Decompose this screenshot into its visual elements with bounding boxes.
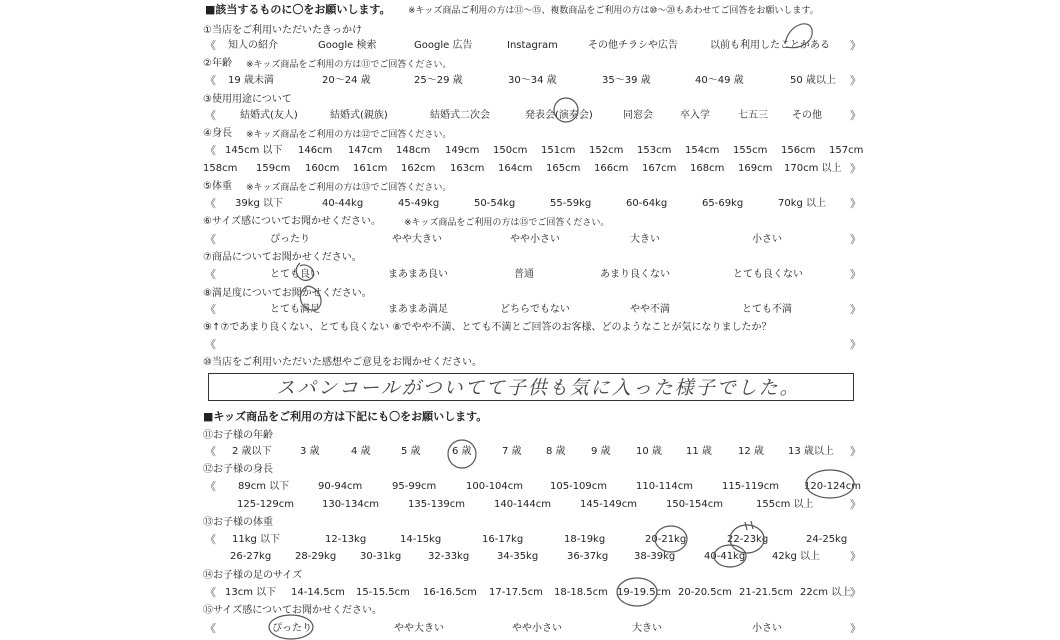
q1-option[interactable]: Google 検索 [318, 40, 377, 51]
q3-label: ③使用用途について [203, 94, 292, 105]
q2-option[interactable]: 30～34 歳 [508, 75, 557, 86]
q11-option[interactable]: 6 歳 [452, 446, 472, 457]
q5-option[interactable]: 65-69kg [702, 198, 744, 209]
q15-label: ⑮サイズ感についてお聞かせください。 [203, 605, 382, 616]
q5-option[interactable]: 40-44kg [322, 198, 364, 209]
q4-option[interactable]: 168cm [690, 163, 725, 174]
q4-option[interactable]: 154cm [685, 145, 720, 156]
q4-open-bracket: 《 [205, 144, 216, 157]
q15-open-bracket: 《 [205, 622, 216, 635]
q4-option[interactable]: 152cm [589, 145, 624, 156]
q4-option[interactable]: 153cm [637, 145, 672, 156]
q15-close-bracket: 》 [850, 622, 861, 635]
q4-option[interactable]: 163cm [450, 163, 485, 174]
q4-option[interactable]: 150cm [493, 145, 528, 156]
q12-option[interactable]: 155cm 以上 [756, 499, 814, 510]
q1-label: ①当店をご利用いただいたきっかけ [203, 25, 362, 36]
q12-option[interactable]: 115-119cm [722, 481, 780, 492]
q14-option[interactable]: 20-20.5cm [678, 587, 732, 598]
q6-option[interactable]: ぴったり [270, 234, 310, 245]
q2-option[interactable]: 50 歳以上 [790, 75, 836, 86]
q5-option[interactable]: 50-54kg [474, 198, 516, 209]
q6-note: ※キッズ商品をご利用の方は⑮でご回答ください。 [404, 218, 610, 228]
q12-option[interactable]: 120-124cm [804, 481, 862, 492]
q7-close-bracket: 》 [850, 268, 861, 281]
q1-option[interactable]: その他チラシや広告 [588, 40, 678, 51]
q14-option[interactable]: 21-21.5cm [739, 587, 793, 598]
q9-close-bracket: 》 [850, 338, 861, 351]
q14-option[interactable]: 22cm 以上 [800, 587, 852, 598]
q13-option[interactable]: 30-31kg [360, 551, 402, 562]
q11-option[interactable]: 12 歳 [738, 446, 764, 457]
q12-option[interactable]: 150-154cm [666, 499, 724, 510]
q4-option[interactable]: 149cm [445, 145, 480, 156]
q14-open-bracket: 《 [205, 586, 216, 599]
q12-option[interactable]: 105-109cm [550, 481, 608, 492]
q3-option[interactable]: 結婚式(友人) [240, 110, 298, 121]
q13-tally-marks [745, 521, 753, 530]
q4-option[interactable]: 162cm [401, 163, 436, 174]
q5-open-bracket: 《 [205, 197, 216, 210]
q2-option[interactable]: 19 歳未満 [228, 75, 274, 86]
q13-open-bracket: 《 [205, 533, 216, 546]
q11-option[interactable]: 11 歳 [686, 446, 712, 457]
q1-option[interactable]: 以前も利用したことがある [710, 40, 830, 51]
q3-option[interactable]: 七五三 [738, 110, 768, 121]
q11-option[interactable]: 2 歳以下 [232, 446, 272, 457]
q8-option[interactable]: まあまあ満足 [388, 304, 448, 315]
q11-option[interactable]: 3 歳 [300, 446, 320, 457]
q13-option[interactable]: 18-19kg [564, 534, 606, 545]
q15-option[interactable]: 大きい [632, 623, 662, 634]
q6-close-bracket: 》 [850, 233, 861, 246]
q13-option[interactable]: 28-29kg [295, 551, 337, 562]
q2-option[interactable]: 40～49 歳 [695, 75, 744, 86]
q3-option[interactable]: 結婚式二次会 [430, 110, 490, 121]
q12-option[interactable]: 130-134cm [322, 499, 380, 510]
q12-label: ⑫お子様の身長 [203, 464, 273, 475]
q7-option[interactable]: とても良い [270, 269, 320, 280]
q13-option[interactable]: 16-17kg [482, 534, 524, 545]
q14-option[interactable]: 13cm 以下 [225, 587, 277, 598]
q13-option[interactable]: 36-37kg [567, 551, 609, 562]
q5-option[interactable]: 45-49kg [398, 198, 440, 209]
q13-option[interactable]: 32-33kg [428, 551, 470, 562]
q1-option[interactable]: 知人の紹介 [228, 40, 278, 51]
q2-option[interactable]: 20～24 歳 [322, 75, 371, 86]
q12-option[interactable]: 95-99cm [392, 481, 437, 492]
q6-option[interactable]: やや大きい [392, 234, 442, 245]
q11-option[interactable]: 4 歳 [351, 446, 371, 457]
q15-option[interactable]: ぴったり [272, 623, 312, 634]
q13-option[interactable]: 12-13kg [325, 534, 367, 545]
q5-option[interactable]: 39kg 以下 [235, 198, 284, 209]
q2-option[interactable]: 25～29 歳 [414, 75, 463, 86]
q9-open-bracket: 《 [205, 338, 216, 351]
form-note: ※キッズ商品ご利用の方は⑪～⑮、複数商品をご利用の方は⑩～⑳もあわせてご回答をお願いします。 [408, 6, 819, 16]
q15-option[interactable]: やや小さい [512, 623, 562, 634]
q2-open-bracket: 《 [205, 74, 216, 87]
q13-label: ⑬お子様の体重 [203, 517, 273, 528]
q7-label: ⑦商品についてお聞かせください。 [203, 252, 362, 263]
q8-open-bracket: 《 [205, 303, 216, 316]
q12-option[interactable]: 89cm 以下 [238, 481, 290, 492]
q4-option[interactable]: 165cm [546, 163, 581, 174]
q14-option[interactable]: 18-18.5cm [554, 587, 608, 598]
q15-option[interactable]: 小さい [752, 623, 782, 634]
q12-option[interactable]: 110-114cm [636, 481, 694, 492]
q10-label: ⑩当店をご利用いただいた感想やご意見をお聞かせください。 [203, 357, 482, 368]
q11-option[interactable]: 7 歳 [502, 446, 522, 457]
q4-note: ※キッズ商品をご利用の方は⑫でご回答ください。 [246, 130, 452, 140]
q6-label: ⑥サイズ感についてお聞かせください。 [203, 216, 381, 227]
q13-option[interactable]: 20-21kg [645, 534, 687, 545]
q13-option[interactable]: 38-39kg [634, 551, 676, 562]
q2-option[interactable]: 35～39 歳 [602, 75, 651, 86]
q3-close-bracket: 》 [850, 109, 861, 122]
q7-option[interactable]: あまり良くない [600, 269, 670, 280]
q2-close-bracket: 》 [850, 74, 861, 87]
q1-option[interactable]: Instagram [507, 40, 558, 51]
q13-option[interactable]: 34-35kg [497, 551, 539, 562]
q4-option[interactable]: 147cm [348, 145, 383, 156]
q14-close-bracket: 》 [850, 586, 861, 599]
q12-option[interactable]: 90-94cm [318, 481, 363, 492]
q8-label: ⑧満足度についてお聞かせください。 [203, 288, 372, 299]
q4-option[interactable]: 155cm [733, 145, 768, 156]
handwritten-comment: スパンコールがついてて子供も気に入った様子でした。 [276, 377, 801, 399]
q4-option[interactable]: 161cm [353, 163, 388, 174]
q7-option[interactable]: とても良くない [733, 269, 803, 280]
q13-option[interactable]: 14-15kg [400, 534, 442, 545]
q12-option[interactable]: 145-149cm [580, 499, 638, 510]
q12-close-bracket: 》 [850, 498, 861, 511]
q12-open-bracket: 《 [205, 480, 216, 493]
q11-label: ⑪お子様の年齢 [203, 430, 273, 441]
q3-option[interactable]: 発表会(演奏会) [525, 110, 593, 121]
q12-option[interactable]: 100-104cm [466, 481, 524, 492]
q5-note: ※キッズ商品をご利用の方は⑬でご回答ください。 [246, 183, 452, 193]
q12-option[interactable]: 125-129cm [237, 499, 295, 510]
q6-option[interactable]: やや小さい [510, 234, 560, 245]
q4-option[interactable]: 166cm [594, 163, 629, 174]
q4-option[interactable]: 170cm 以上 [784, 163, 842, 174]
q2-note: ※キッズ商品をご利用の方は⑪でご回答ください。 [246, 60, 452, 70]
q15-option[interactable]: やや大きい [394, 623, 444, 634]
q14-option[interactable]: 17-17.5cm [489, 587, 543, 598]
q12-option[interactable]: 140-144cm [494, 499, 552, 510]
q3-option[interactable]: 卒入学 [680, 110, 710, 121]
q4-option[interactable]: 159cm [256, 163, 291, 174]
q1-option[interactable]: Google 広告 [414, 40, 473, 51]
kids-section-title: ■キッズ商品をご利用の方は下記にも〇をお願いします。 [203, 410, 488, 423]
q14-option[interactable]: 15-15.5cm [356, 587, 410, 598]
q1-close-bracket: 》 [850, 39, 861, 52]
q14-option[interactable]: 19-19.5cm [617, 587, 671, 598]
q5-option[interactable]: 60-64kg [626, 198, 668, 209]
q12-option[interactable]: 135-139cm [408, 499, 466, 510]
q4-option[interactable]: 156cm [781, 145, 816, 156]
q8-option[interactable]: とても満足 [270, 304, 320, 315]
q4-option[interactable]: 164cm [498, 163, 533, 174]
q4-option[interactable]: 158cm [203, 163, 238, 174]
q3-option[interactable]: 同窓会 [623, 110, 653, 121]
q7-option[interactable]: まあまあ良い [388, 269, 448, 280]
form-title: ■該当するものに〇をお願いします。 [205, 3, 391, 16]
q4-close-bracket: 》 [850, 162, 861, 175]
q3-option[interactable]: その他 [792, 110, 822, 121]
q7-open-bracket: 《 [205, 268, 216, 281]
q5-option[interactable]: 70kg 以上 [778, 198, 827, 209]
q4-option[interactable]: 167cm [642, 163, 677, 174]
q4-option[interactable]: 157cm [829, 145, 864, 156]
q14-option[interactable]: 14-14.5cm [291, 587, 345, 598]
q4-option[interactable]: 169cm [738, 163, 773, 174]
q13-option[interactable]: 26-27kg [230, 551, 272, 562]
q4-label: ④身長 [203, 128, 232, 139]
q14-label: ⑭お子様の足のサイズ [203, 570, 303, 581]
q4-option[interactable]: 146cm [298, 145, 333, 156]
q5-close-bracket: 》 [850, 197, 861, 210]
q5-label: ⑤体重 [203, 181, 232, 192]
q7-option[interactable]: 普通 [514, 269, 534, 280]
q8-close-bracket: 》 [850, 303, 861, 316]
q13-option[interactable]: 11kg 以下 [232, 534, 281, 545]
q14-option[interactable]: 16-16.5cm [423, 587, 477, 598]
q6-open-bracket: 《 [205, 233, 216, 246]
q4-option[interactable]: 145cm 以下 [225, 145, 283, 156]
q3-option[interactable]: 結婚式(親族) [330, 110, 388, 121]
q13-option[interactable]: 22-23kg [727, 534, 769, 545]
q6-option[interactable]: 大きい [630, 234, 660, 245]
q13-option[interactable]: 24-25kg [806, 534, 848, 545]
q11-option[interactable]: 10 歳 [636, 446, 662, 457]
q8-option[interactable]: とても不満 [742, 304, 792, 315]
q11-option[interactable]: 5 歳 [401, 446, 421, 457]
q3-open-bracket: 《 [205, 109, 216, 122]
q11-option[interactable]: 9 歳 [591, 446, 611, 457]
q6-option[interactable]: 小さい [752, 234, 782, 245]
q5-option[interactable]: 55-59kg [550, 198, 592, 209]
q13-close-bracket: 》 [850, 550, 861, 563]
q4-option[interactable]: 148cm [396, 145, 431, 156]
q11-open-bracket: 《 [205, 445, 216, 458]
q11-close-bracket: 》 [850, 445, 861, 458]
q9-label: ⑨↑⑦であまり良くない、とても良くない ⑧でやや不満、とても不満とご回答のお客様、どのようなことが気になりましたか？ [203, 322, 772, 333]
q1-open-bracket: 《 [205, 39, 216, 52]
q8-option[interactable]: やや不満 [630, 304, 670, 315]
q13-option[interactable]: 42kg 以上 [772, 551, 821, 562]
q11-option[interactable]: 13 歳以上 [788, 446, 834, 457]
q11-option[interactable]: 8 歳 [546, 446, 566, 457]
q2-label: ②年齢 [203, 58, 232, 69]
q4-option[interactable]: 160cm [305, 163, 340, 174]
q8-option[interactable]: どちらでもない [500, 304, 570, 315]
q4-option[interactable]: 151cm [541, 145, 576, 156]
q13-option[interactable]: 40-41kg [704, 551, 746, 562]
